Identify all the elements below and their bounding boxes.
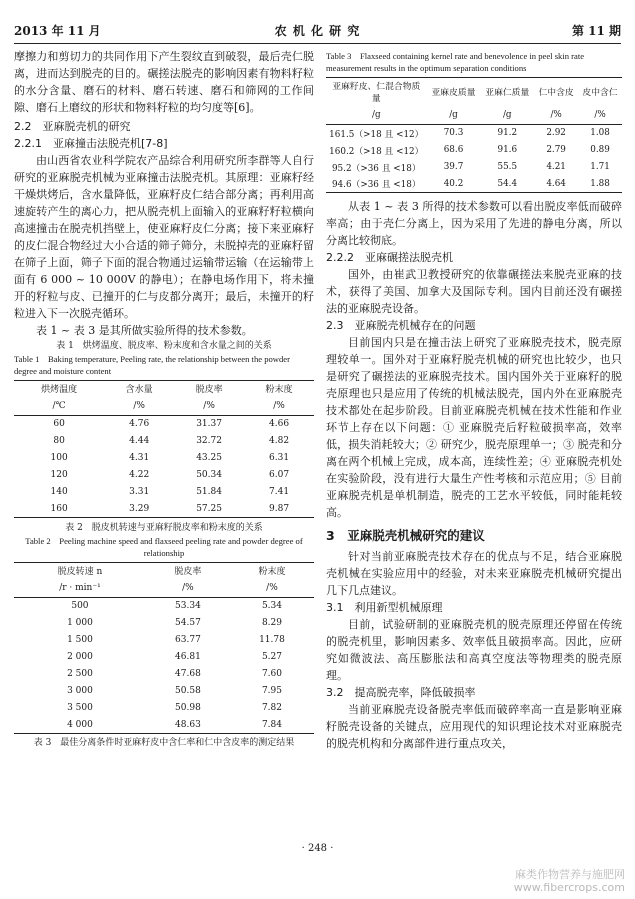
- table-cell: 50.34: [196, 470, 222, 480]
- table3-unit: /%: [578, 106, 622, 125]
- table1-unit: /%: [174, 397, 244, 416]
- table-cell: 91.6: [497, 145, 518, 155]
- table-cell: 70.3: [443, 128, 464, 139]
- table-cell: 3 500: [67, 703, 93, 713]
- table-cell: 51.84: [196, 487, 222, 497]
- table-cell: 2.79: [546, 145, 566, 155]
- table-cell: 1 000: [67, 618, 93, 628]
- table-cell: 39.7: [443, 162, 464, 172]
- table-cell: 3.31: [129, 487, 150, 497]
- table-cell: 0.89: [590, 145, 610, 155]
- table1-unit: /℃: [14, 397, 104, 416]
- table-cell: 68.6: [443, 145, 464, 155]
- table-cell: 4.44: [129, 436, 150, 446]
- paragraph-suggestions: 针对当前亚麻脱壳技术存在的优点与不足，结合亚麻脱壳机械在实验应用中的经验，对未来亚麻脱壳机械研究提出几下几点建议。: [326, 550, 622, 597]
- section-3-heading: 3 亚麻脱壳机械研究的建议: [326, 528, 485, 543]
- table3-header: 皮中含仁: [578, 78, 622, 107]
- table2: [14, 562, 314, 734]
- paragraph-continued: 摩擦力和剪切力的共同作用下产生裂纹直到破裂，最后壳仁脱离，进而达到脱壳的目的。碾搓法脱壳的影响因素有物料籽粒的水分含量、磨石的材料、磨石转速、磨石和筛网的工作间隙、磨石上磨纹的形状和物料籽粒的均匀度等[6]。: [14, 50, 314, 114]
- table1-header: 脱皮率: [174, 381, 244, 398]
- table-cell: 500: [71, 601, 89, 612]
- table3-caption-cn: 表 3 最佳分离条件时亚麻籽皮中含仁率和仁中含皮率的测定结果: [33, 738, 295, 748]
- table-row: [14, 717, 314, 734]
- header-rule: [14, 43, 621, 44]
- page-number: · 248 ·: [301, 843, 334, 854]
- table-cell: 31.37: [196, 419, 222, 430]
- table2-unit: /%: [146, 579, 230, 598]
- table-cell: 91.2: [497, 128, 518, 139]
- paragraph-improve-rate: 当前亚麻脱壳设备脱壳率低而破碎率高一直是影响亚麻籽脱壳设备的关键点，应用现代的知识理论技术对亚麻脱壳的脱壳机构和分离部件进行重点攻关，: [326, 703, 622, 750]
- table-row: [326, 176, 622, 193]
- table-row: [326, 142, 622, 159]
- table-cell: 43.25: [196, 453, 222, 463]
- table-cell: 60: [53, 419, 65, 430]
- table-cell: 4.64: [534, 176, 578, 193]
- table-cell: 1 500: [67, 635, 93, 645]
- table-row: [14, 615, 314, 632]
- table-cell: 48.63: [146, 717, 230, 734]
- table-cell: 140: [50, 487, 68, 497]
- table2-header: 脱皮率: [146, 563, 230, 580]
- table-cell: 47.68: [175, 669, 201, 679]
- section-2-3-heading: 2.3 亚麻脱壳机械存在的问题: [326, 319, 476, 332]
- table3-header: 仁中含皮: [534, 78, 578, 107]
- table-cell: 6.31: [269, 453, 290, 463]
- section-3-2-heading: 3.2 提高脱壳率，降低破损率: [326, 686, 476, 699]
- paragraph-problems: 目前国内只是在撞击法上研究了亚麻脱壳技术，脱壳原理较单一。国外对于亚麻籽脱壳机械的研究也比较少，也只是研究了碾搓法的亚麻脱壳技术。国内国外关于亚麻籽的脱壳原理也只是应用了传统的机械法脱壳，国内外在亚麻脱壳技术都处在起步阶段。目前亚麻脱壳机械在技术性能和作业环节上存在以下问题：① 亚麻脱壳后籽粒破损率高，效率低，损失消耗较大；② 研究少，脱壳原理单一；③ 脱壳和分离在两个机械上完成，成本高，连续性差；④ 亚麻脱壳机处在实验阶段，没有进行大量生产性考核和示范应用；⑤ 目前亚麻脱壳机是单机制造，脱壳的工艺水平较低，同时能耗较高。: [326, 336, 622, 519]
- watermark-line2: www.fibercrops.com: [513, 881, 625, 894]
- table-cell: 5.34: [261, 601, 282, 612]
- table-cell: 50.98: [175, 703, 201, 713]
- paragraph-impact-huller: 由山西省农业科学院农产品综合利用研究所李群等人自行研究的亚麻脱壳机械为亚麻撞击法脱壳机。其原理：亚麻籽经干燥烘烤后，含水量降低，亚麻籽皮仁结合部分离；再利用高速旋转产生的离心力，把从脱壳机上面输入的亚麻籽籽粒横向高速撞击在脱壳机挡壁上，使亚麻籽皮仁分离；接下来亚麻籽的皮仁混合物经过大小合适的筛子筛分，未脱掉壳的亚麻籽留在筛子上面，筛子下面的混合物通过运输带运输（在运输带上面有 6 000 ~ 10 000V 的静电）；在静电场作用下，将未撞开的籽粒与皮、已撞开的仁与皮都分离开；最后，未撞开的籽粒进入下一次脱壳循环。: [14, 154, 314, 320]
- table2-header: 脱皮转速 n: [14, 563, 146, 580]
- table-row: [14, 649, 314, 666]
- table-row: [14, 598, 314, 615]
- section-2-2-2-heading: 2.2.2 亚麻碾搓法脱壳机: [326, 251, 453, 264]
- table2-unit: /r · min⁻¹: [14, 579, 146, 598]
- table-cell: 1.88: [578, 176, 622, 193]
- table-cell: 40.2: [427, 176, 481, 193]
- table2-caption-cn: 表 2 脱皮机转速与亚麻籽脱皮率和粉末度的关系: [65, 523, 263, 533]
- table-cell: 160: [14, 501, 104, 518]
- running-header: [14, 22, 621, 42]
- table3-unit: /%: [534, 106, 578, 125]
- table1: [14, 380, 314, 518]
- table-row: [14, 501, 314, 518]
- table1-header: 粉末度: [244, 381, 314, 398]
- table3-unit: /g: [427, 106, 481, 125]
- table-cell: 46.81: [175, 652, 201, 662]
- table-cell: 11.78: [259, 635, 285, 645]
- table3-caption-en: Table 3 Flaxseed containing kernel rate and benevolence in peel skin rate measurement results in the optimum separation conditions: [326, 51, 585, 73]
- paragraph-rubbing-huller: 国外，由崔武卫教授研究的依靠碾搓法来脱壳亚麻的技术，获得了美国、加拿大及国际专利。国内目前还没有碾搓法的亚麻脱壳设备。: [326, 268, 622, 315]
- table-cell: 160.2（>18 且 <12）: [329, 146, 424, 157]
- table-cell: 7.60: [261, 669, 282, 679]
- table-cell: 4.66: [269, 419, 290, 430]
- header-journal-title: 农 机 化 研 究: [274, 24, 361, 38]
- left-column: [14, 48, 314, 750]
- table-cell: 2.92: [546, 128, 566, 139]
- table-cell: 7.95: [261, 686, 282, 696]
- table-cell: 3.29: [104, 501, 174, 518]
- table-cell: 100: [50, 453, 68, 463]
- table2-unit: /%: [230, 579, 314, 598]
- table-row: [326, 125, 622, 142]
- table-cell: 4 000: [14, 717, 146, 734]
- table-row: [14, 467, 314, 484]
- right-column: [326, 48, 622, 752]
- table-cell: 4.22: [129, 470, 150, 480]
- section-2-2-heading: 2.2 亚麻脱壳机的研究: [14, 120, 131, 133]
- table1-caption-en: Table 1 Baking temperature, Peeling rate, the relationship between the powder degree and moisture content: [14, 354, 290, 376]
- table3-header: 亚麻仁质量: [480, 78, 534, 107]
- table-row: [14, 632, 314, 649]
- paragraph-tables-intro: 表 1 ~ 表 3 是其所做实验所得的技术参数。: [36, 324, 253, 337]
- paragraph-new-principle: 目前，试验研制的亚麻脱壳机的脱壳原理还停留在传统的脱壳机里，影响因素多、效率低且破损率高。因此，应研究如微波法、高压膨胀法和高真空度法等物理类的脱壳原理。: [326, 618, 622, 682]
- table-cell: 4.31: [129, 453, 150, 463]
- table-cell: 4.76: [129, 419, 150, 430]
- table-cell: 5.27: [261, 652, 282, 662]
- table-row: [14, 666, 314, 683]
- table-cell: 80: [53, 436, 65, 446]
- table-cell: 7.82: [261, 703, 282, 713]
- table3-header: 亚麻籽皮、仁混合物质量: [326, 78, 427, 107]
- table3-header: 亚麻皮质量: [427, 78, 481, 107]
- table2-caption-en: Table 2 Peeling machine speed and flaxseed peeling rate and powder degree of relationship: [25, 536, 303, 558]
- table-row: [14, 433, 314, 450]
- table-cell: 54.57: [175, 618, 201, 628]
- table-cell: 4.82: [269, 436, 290, 446]
- table1-header: 烘烤温度: [14, 381, 104, 398]
- watermark: [514, 868, 625, 894]
- table-cell: 1.71: [590, 162, 610, 172]
- table-cell: 2 500: [67, 669, 93, 679]
- table-cell: 7.41: [269, 487, 290, 497]
- table-row: [14, 416, 314, 433]
- header-date: 2013 年 11 月: [14, 24, 101, 38]
- table-cell: 95.2（>36 且 <18）: [331, 163, 421, 174]
- table-cell: 94.6（>36 且 <18）: [326, 176, 427, 193]
- table-cell: 161.5（>18 且 <12）: [329, 129, 424, 140]
- table-cell: 50.58: [175, 686, 201, 696]
- table-row: [326, 159, 622, 176]
- table3: [326, 77, 622, 193]
- table-cell: 7.84: [230, 717, 314, 734]
- table1-unit: /%: [104, 397, 174, 416]
- table1-header: 含水量: [104, 381, 174, 398]
- paragraph-table-analysis: 从表 1 ~ 表 3 所得的技术参数可以看出脱皮率低而破碎率高；由于壳仁分离上，因为采用了先进的静电分离，所以分离比较彻底。: [326, 200, 622, 247]
- table-row: [14, 484, 314, 501]
- table1-unit: /%: [244, 397, 314, 416]
- table-cell: 6.07: [269, 470, 290, 480]
- table-cell: 55.5: [497, 162, 518, 172]
- table3-unit: /g: [480, 106, 534, 125]
- table-cell: 4.21: [546, 162, 566, 172]
- table-cell: 8.29: [261, 618, 282, 628]
- table-row: [14, 683, 314, 700]
- table-row: [14, 450, 314, 467]
- table-cell: 57.25: [174, 501, 244, 518]
- section-3-1-heading: 3.1 利用新型机械原理: [326, 601, 443, 614]
- table-cell: 53.34: [175, 601, 201, 612]
- table-cell: 63.77: [175, 635, 201, 645]
- table-cell: 2 000: [67, 652, 93, 662]
- table-row: [14, 700, 314, 717]
- table1-caption-cn: 表 1 烘烤温度、脱皮率、粉末度和含水量之间的关系: [56, 341, 272, 351]
- header-issue: 第 11 期: [571, 24, 621, 38]
- watermark-line1: 麻类作物营养与施肥网: [515, 868, 625, 881]
- table-cell: 1.08: [590, 128, 610, 139]
- table-cell: 54.4: [480, 176, 534, 193]
- table2-header: 粉末度: [230, 563, 314, 580]
- table-cell: 120: [50, 470, 68, 480]
- table3-unit: /g: [326, 106, 427, 125]
- table-cell: 32.72: [196, 436, 222, 446]
- table-cell: 3 000: [67, 686, 93, 696]
- table-cell: 9.87: [244, 501, 314, 518]
- section-2-2-1-heading: 2.2.1 亚麻撞击法脱壳机[7-8]: [14, 137, 168, 150]
